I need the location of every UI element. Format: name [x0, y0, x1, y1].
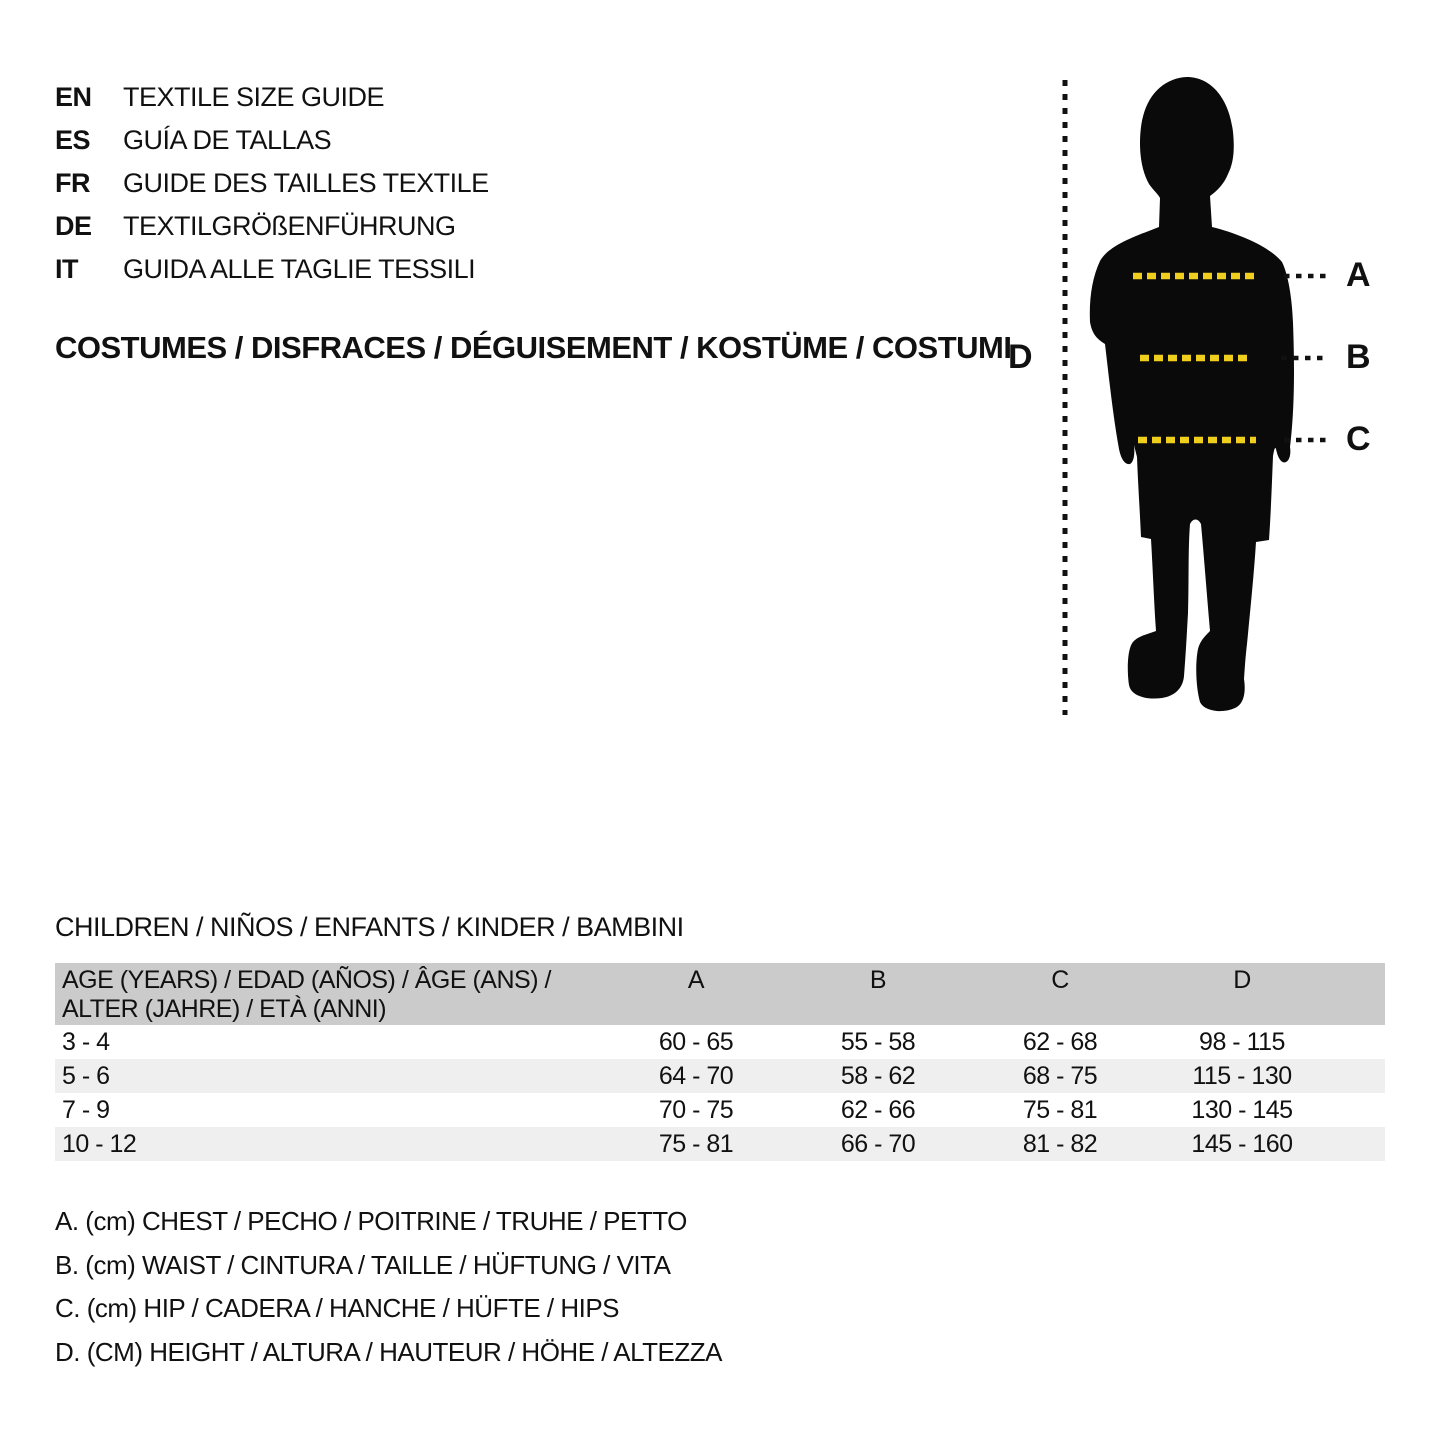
column-header-c: C — [1051, 966, 1069, 994]
legend-waist: B. (cm) WAIST / CINTURA / TAILLE / HÜFTUNG / VITA — [55, 1249, 671, 1280]
chest-cell: 60 - 65 — [658, 1027, 734, 1056]
age-header-line2: ALTER (JAHRE) / ETÀ (ANNI) — [62, 995, 387, 1023]
age-column-header — [55, 963, 605, 1025]
language-code: EN — [55, 82, 92, 112]
waist-cell: 62 - 66 — [840, 1095, 916, 1124]
waist-cell: 58 - 62 — [840, 1061, 916, 1090]
category-line: COSTUMES / DISFRACES / DÉGUISEMENT / KOSTÜME / COSTUMI — [55, 330, 1012, 365]
height-cell: 145 - 160 — [1191, 1129, 1293, 1158]
waist-cell: 55 - 58 — [840, 1027, 916, 1056]
chest-cell: 70 - 75 — [658, 1095, 734, 1124]
language-row-en — [55, 76, 489, 119]
legend-chest: A. (cm) CHEST / PECHO / POITRINE / TRUHE / PETTO — [55, 1206, 687, 1237]
measurement-legend — [55, 1200, 722, 1374]
column-header-b: B — [869, 966, 887, 994]
column-header-a: A — [687, 966, 705, 994]
age-cell: 3 - 4 — [62, 1027, 110, 1056]
chest-cell: 64 - 70 — [658, 1061, 734, 1090]
chest-cell: 75 - 81 — [658, 1129, 734, 1158]
language-list — [55, 76, 489, 291]
height-cell: 98 - 115 — [1199, 1027, 1285, 1056]
language-row-fr — [55, 162, 489, 205]
hip-cell: 62 - 68 — [1022, 1027, 1098, 1056]
hip-cell: 68 - 75 — [1022, 1061, 1098, 1090]
table-row — [55, 1059, 1385, 1093]
child-silhouette — [1090, 77, 1294, 711]
height-cell: 115 - 130 — [1192, 1061, 1292, 1090]
language-code: ES — [55, 125, 91, 155]
table-row — [55, 1127, 1385, 1161]
language-title: TEXTILGRÖßENFÜHRUNG — [123, 211, 456, 241]
language-title: GUIDA ALLE TAGLIE TESSILI — [123, 254, 476, 284]
column-header-d: D — [1233, 966, 1251, 994]
language-row-de — [55, 205, 489, 248]
table-header-row — [55, 963, 1385, 1025]
language-title: GUIDE DES TAILLES TEXTILE — [123, 168, 489, 198]
children-section-title: CHILDREN / NIÑOS / ENFANTS / KINDER / BAMBINI — [55, 912, 684, 942]
language-title: GUÍA DE TALLAS — [123, 125, 332, 155]
age-cell: 5 - 6 — [62, 1061, 110, 1090]
measure-label-a: A — [1345, 256, 1371, 294]
legend-hip: C. (cm) HIP / CADERA / HANCHE / HÜFTE / HIPS — [55, 1293, 620, 1324]
child-silhouette-figure — [1000, 60, 1400, 730]
language-row-es — [55, 119, 489, 162]
table-row — [55, 1025, 1385, 1059]
height-cell: 130 - 145 — [1191, 1095, 1293, 1124]
legend-height: D. (CM) HEIGHT / ALTURA / HAUTEUR / HÖHE / ALTEZZA — [55, 1336, 722, 1367]
language-code: IT — [55, 254, 78, 284]
measure-label-b: B — [1345, 338, 1371, 376]
language-row-it — [55, 248, 489, 291]
hip-cell: 75 - 81 — [1022, 1095, 1098, 1124]
language-code: FR — [55, 168, 90, 198]
hip-cell: 81 - 82 — [1022, 1129, 1098, 1158]
language-code: DE — [55, 211, 92, 241]
measure-label-c: C — [1345, 420, 1371, 458]
table-row — [55, 1093, 1385, 1127]
age-cell: 10 - 12 — [62, 1129, 137, 1158]
language-title: TEXTILE SIZE GUIDE — [123, 82, 385, 112]
age-header-line1: AGE (YEARS) / EDAD (AÑOS) / ÂGE (ANS) / — [62, 966, 551, 994]
measure-label-d: D — [1008, 338, 1033, 376]
waist-cell: 66 - 70 — [840, 1129, 916, 1158]
children-size-table — [55, 963, 1385, 1161]
age-cell: 7 - 9 — [62, 1095, 110, 1124]
